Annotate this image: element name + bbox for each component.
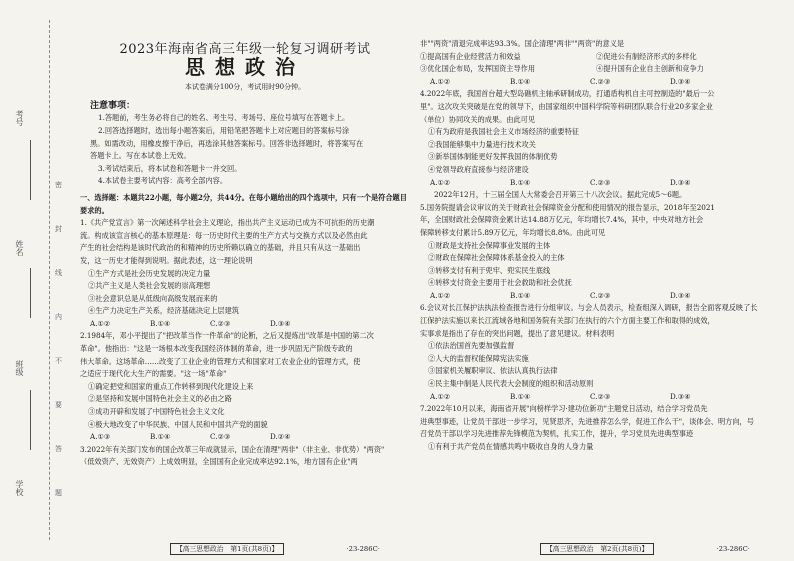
question-option: ③优化国企布局，发挥国资主导作用 xyxy=(420,64,536,74)
choice-b: B.①④ xyxy=(150,318,171,328)
choice-a: A.①② xyxy=(430,177,451,187)
choice-b: B.①④ xyxy=(510,76,531,86)
footer-page-label: 【高三思想政治 第2页(共8页)】 xyxy=(540,543,654,555)
question-stem: 6.会议对长江保护法执法检查报告进行分组审议。与会人员表示，检查组深入调研，报告全面客观反映了长 xyxy=(420,303,758,313)
choice-d: D.③④ xyxy=(670,391,691,401)
binding-strip xyxy=(0,0,62,561)
option-row xyxy=(420,63,776,76)
question-option: ①提高国有企业经营活力和效益 xyxy=(420,51,521,61)
choice-c: C.②③ xyxy=(590,76,611,86)
seal-char: 封 xyxy=(55,225,62,233)
question-option: ④民主集中制是人民代表大会制度的组织和活动原则 xyxy=(428,379,594,389)
question-option: ④转移支付资金主要用于社会救助和社会优抚 xyxy=(428,278,572,288)
question-stem: 1.《共产党宣言》第一次阐述科学社会主义理论，指出共产主义运动已成为不可抗拒的历史潮 xyxy=(80,218,375,228)
question-stem: 非""两资"清退完成率达93.3%。国企清理"两非""两资"的意义是 xyxy=(420,39,625,48)
question-stem: 伟大革命。这场革命……改变了工业企业的管理方式和国家对工农业企业的管理方式，使 xyxy=(80,356,361,366)
kaohao-line xyxy=(30,140,31,200)
question-option: ④生产力决定生产关系，经济基础决定上层建筑 xyxy=(88,306,239,316)
question-option: ②促进公有制经济形式的多样化 xyxy=(596,51,697,61)
choice-d: D.③④ xyxy=(270,318,291,328)
answer-choices xyxy=(80,431,410,444)
seal-char: 答 xyxy=(55,445,62,453)
answer-choices xyxy=(420,76,776,89)
seal-char: 不 xyxy=(55,357,62,365)
footer-left xyxy=(170,543,380,553)
seal-char: 要 xyxy=(55,401,62,409)
question-option: ②我国能够集中力量进行技术攻关 xyxy=(428,139,536,149)
banji-line xyxy=(30,390,31,450)
question-stem: 3.2022年有关部门发布的国企改革三年成就显示，国企在清理"两非"（非主业、非优势）"两资" xyxy=(80,444,385,454)
kaohao-label: 考号 xyxy=(15,110,24,126)
question-stem: （低效资产、无效资产）上成效明显，全国国有企业完成率达92.1%，地方国有企业"两 xyxy=(80,457,358,467)
question-stem: 召党员干部以学习先进推荐先锋模范为契机，扎实工作，提升，学习党员先进典型事迹 xyxy=(420,429,694,439)
choice-b: B.①④ xyxy=(510,391,531,401)
question-stem: 革命"。他指出："这是一场根本改变我国经济体制的革命，进一步巩固无产阶级专政的 xyxy=(80,344,353,354)
footer-right xyxy=(540,543,750,553)
choice-d: D.③④ xyxy=(670,76,691,86)
notice-line: 黑。如需改动，用橡皮擦干净后，再选涂其他答案标号。回答非选择题时，将答案写在 xyxy=(90,138,364,148)
question-stem: 7.2022年10月以来，海南省开展"向榜样学习·建功位新功"主题党日活动，结合学习党员先 xyxy=(420,404,708,414)
question-stem: 之适应于现代化大生产的需要。"这一场"革命" xyxy=(80,369,227,379)
question-option: ①有利于共产党员在情感共鸣中吸收自身的人身力量 xyxy=(428,442,594,451)
question-stem: 发，这一历史才能得到说明。据此表述，这一理论说明 xyxy=(80,255,253,265)
question-option: ③成功开辟和发展了中国特色社会主义文化 xyxy=(88,407,225,417)
choice-a: A.①② xyxy=(430,76,451,86)
choice-a: A.①② xyxy=(90,318,111,328)
question-option: ①财政是支持社会保障事业发展的主体 xyxy=(428,240,551,250)
choice-a: A.①③ xyxy=(90,432,111,442)
question-stem: 里"。这次攻关突破是在党的领导下，由国家组织中国科学院等科研团队联合行业20多家企业 xyxy=(420,101,713,111)
question-option: ①生产方式是社会历史发展的决定力量 xyxy=(88,268,211,278)
xingming-label: 姓名 xyxy=(15,240,24,256)
question-option: ④提升国有企业自主创新和竞争力 xyxy=(596,64,704,74)
question-stem: 4.2022年底，我国首台超大型岛礁机主轴承研制成功，打通盾构机自主可控制造的"最后一公 xyxy=(420,89,715,99)
question-stem: 进典型事迹，让党员干部进一步学习，见贤思齐，先进推荐怎么学，促进工作么干"，谈体会、明方向，号 xyxy=(420,416,754,426)
choice-a: A.①② xyxy=(430,290,451,300)
question-stem: 保障转移支付累计5.89万亿元，年均增长8.8%。由此可见 xyxy=(420,227,606,237)
question-option: ④党领导政府直接参与经济建设 xyxy=(428,164,529,174)
answer-choices xyxy=(420,290,776,303)
notice-line: 3.考试结束后，将本试卷和答题卡一并交回。 xyxy=(98,163,242,173)
question-option: ④极大地改变了中华民族、中国人民和中国共产党的面貌 xyxy=(88,419,268,429)
answer-choices xyxy=(80,318,410,331)
footer-code: ·23-286C· xyxy=(346,545,380,553)
choice-d: D.③④ xyxy=(670,177,691,187)
notice-heading-text: 注意事项： xyxy=(90,100,136,111)
question-stem: 年，全国财政社会保障资金累计达14.88万亿元，年均增长7.4%，其中，中央对地方社会 xyxy=(420,215,704,225)
exam-meta: 本试卷满分100分，考试用时90分钟。 xyxy=(184,83,306,92)
choice-d: D.②④ xyxy=(270,432,291,442)
question-option: ②共产主义是人类社会发展的崇高理想 xyxy=(88,281,211,291)
question-option: ③国家机关履职审议、依法认真执行法律 xyxy=(428,366,558,376)
seal-char: 题 xyxy=(55,489,62,497)
question-stem: 5.国务院提请会议审议的关于财政社会保障资金分配和使用情况的报告显示，2018年至2021 xyxy=(420,202,716,212)
answer-choices xyxy=(420,391,776,404)
question-option: ③社会意识总是从低级向高级发展而来的 xyxy=(88,293,218,303)
group-note: 2022年12月，十三届全国人大常委会召开第三十八次会议。据此完成5～6题。 xyxy=(434,190,687,200)
exam-title: 2023年海南省高三年级一轮复习调研考试 xyxy=(119,42,371,57)
question-option: ②是坚持和发展中国特色社会主义的必由之路 xyxy=(88,394,232,404)
right-column xyxy=(420,38,776,454)
choice-a: A.①② xyxy=(430,391,451,401)
question-option: ③新举国体制能更好发挥我国的体制优势 xyxy=(428,152,558,162)
choice-b: B.①④ xyxy=(510,177,531,187)
left-column xyxy=(80,0,410,469)
section-one-heading: 一、选择题：本题共22小题，每小题2分，共44分。在每小题给出的四个选项中，只有一个是符合题目要求的。 xyxy=(80,192,407,215)
question-stem: 2.1984年，邓小平提出了"把改革当作一件革命"的论断，之后又提炼出"改革是中国的第二次 xyxy=(80,331,374,341)
question-option: ③转移支付有利于兜牢、兜实民生底线 xyxy=(428,265,551,275)
seal-char: 内 xyxy=(55,313,62,321)
question-option: ①有为政府是我国社会主义市场经济的重要特征 xyxy=(428,127,579,137)
question-option: ②人大的监督权能保障宪法实施 xyxy=(428,353,529,363)
banji-label: 班级 xyxy=(15,360,24,376)
notice-line: 1.答题前，考生务必将自己的姓名、考生号、考场号、座位号填写在答题卡上。 xyxy=(98,113,350,123)
choice-b: B.①④ xyxy=(150,432,171,442)
xingming-line xyxy=(30,268,31,318)
question-stem: 产生的社会结构是该时代政治的和精神的历史所赖以确立的基础，并且只有从这一基础出 xyxy=(80,243,361,253)
question-option: ①依法治国首先要加强监督 xyxy=(428,341,515,351)
choice-d: D.③④ xyxy=(670,290,691,300)
subject-title: 思想政治 xyxy=(185,54,305,79)
notice-line: 4.本试卷主要考试内容：高考全部内容。 xyxy=(98,176,228,186)
choice-b: B.①④ xyxy=(510,290,531,300)
question-stem: 流。构成该宣言核心的基本原理是：每一历史时代主要的生产方式与交换方式以及必然由此 xyxy=(80,230,368,240)
question-option: ②财政在保障社会保障体系基金投入的主体 xyxy=(428,253,565,263)
seal-dashed-line xyxy=(49,20,50,540)
question-stem: 江保护法实施以来长江流域各地和国务院有关部门在执行的六个方面主要工作和取得的成效， xyxy=(420,316,715,326)
choice-c: C.②③ xyxy=(590,177,611,187)
answer-choices xyxy=(420,177,776,190)
question-option: ①确定把党和国家的重点工作转移到现代化建设上来 xyxy=(88,381,254,391)
choice-c: C.②③ xyxy=(590,391,611,401)
choice-c: C.②③ xyxy=(210,432,231,442)
seal-char: 线 xyxy=(55,269,62,277)
choice-c: C.②③ xyxy=(210,318,231,328)
question-stem: （单位）协同攻关的成果。由此可见 xyxy=(420,114,536,124)
footer-page-label: 【高三思想政治 第1页(共8页)】 xyxy=(170,543,284,555)
xuexiao-label: 学校 xyxy=(15,480,24,496)
option-row xyxy=(420,51,776,64)
seal-char: 密 xyxy=(55,181,62,189)
footer-code: ·23-286C· xyxy=(716,545,750,553)
notice-line: 2.回答选择题时，选出每小题答案后，用铅笔把答题卡上对应题目的答案标号涂 xyxy=(98,125,350,135)
notice-line: 答题卡上。写在本试卷上无效。 xyxy=(90,151,191,161)
question-stem: 实事求是指出了存在的突出问题，提出了意见建议。材料表明 xyxy=(420,328,615,338)
choice-c: C.②③ xyxy=(590,290,611,300)
